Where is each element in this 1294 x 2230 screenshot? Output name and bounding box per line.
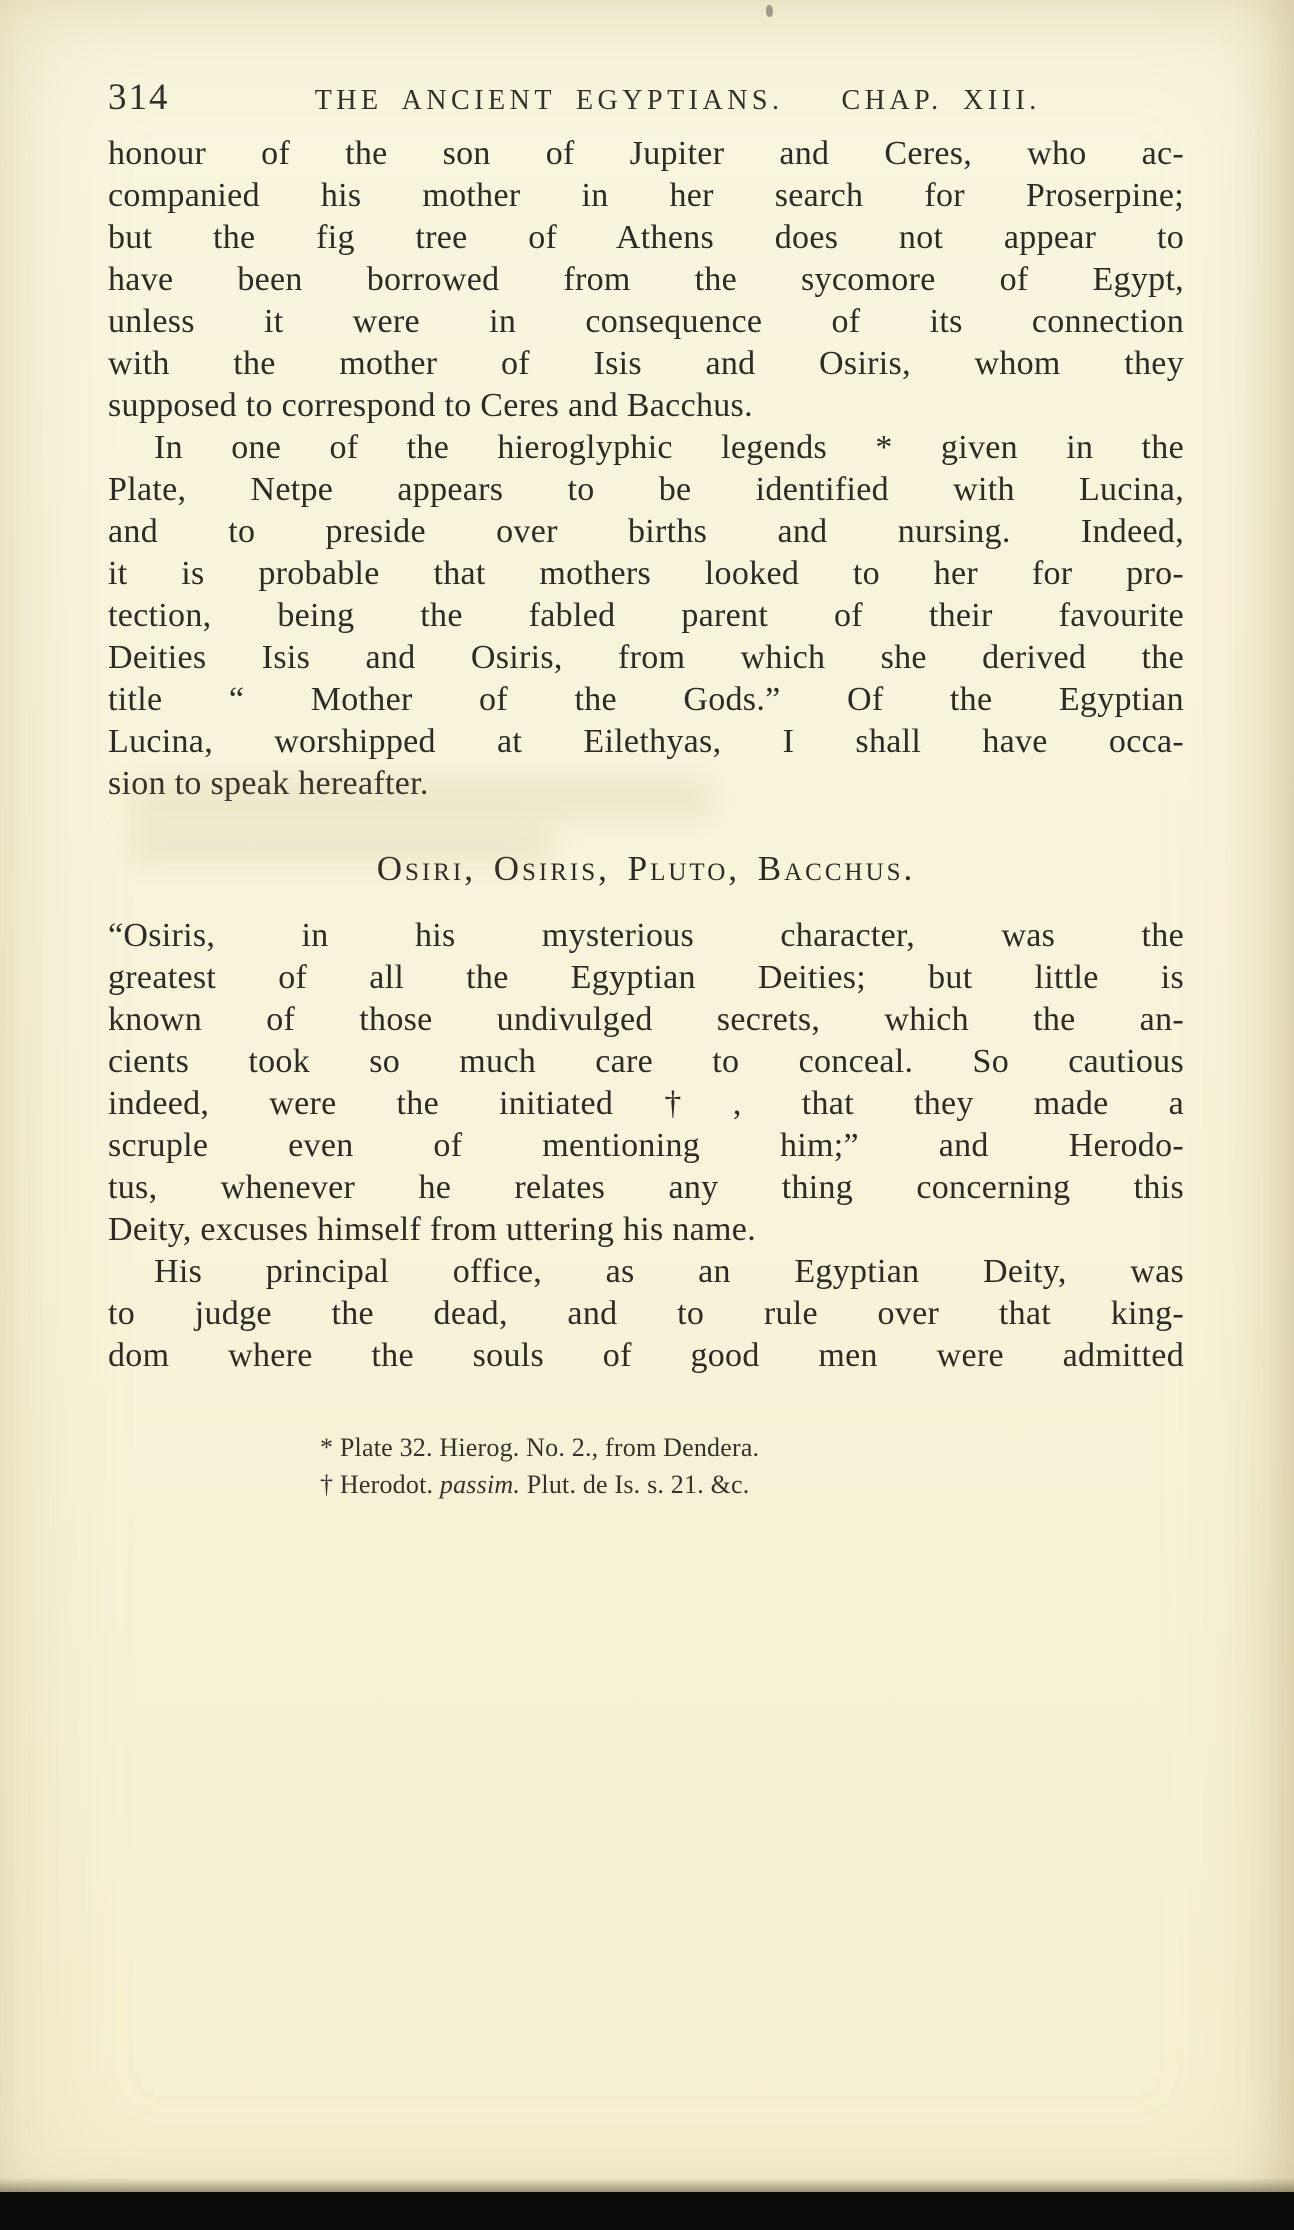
section-heading: Osiri, Osiris, Pluto, Bacchus. — [376, 849, 916, 888]
text-line: Deities Isis and Osiris, from which she derived the — [108, 639, 1184, 676]
page-header — [108, 76, 1186, 119]
footnotes — [108, 1429, 1184, 1503]
footnote-1 — [320, 1429, 1184, 1466]
text-line: supposed to correspond to Ceres and Bacchus. — [108, 387, 753, 424]
text-line: scruple even of mentioning him;” and Herodo- — [108, 1127, 1184, 1164]
chapter-label: CHAP. XIII. — [841, 85, 1041, 116]
scan-edge-bar — [0, 2192, 1294, 2230]
text-line: In one of the hieroglyphic legends * given in the — [154, 429, 1184, 466]
text-line: cients took so much care to conceal. So cautious — [108, 1043, 1184, 1080]
footnote-text: Plut. de Is. s. 21. &c. — [520, 1470, 750, 1499]
text-line: greatest of all the Egyptian Deities; but little is — [108, 959, 1184, 996]
text-line: tection, being the fabled parent of their favourite — [108, 597, 1184, 634]
text-line: Lucina, worshipped at Eilethyas, I shall have occa- — [108, 723, 1184, 760]
footnote-text: † Herodot. — [320, 1470, 440, 1499]
text-line: have been borrowed from the sycomore of Egypt, — [108, 261, 1184, 298]
page-number: 314 — [108, 77, 170, 118]
text-line: it is probable that mothers looked to her for pro- — [108, 555, 1184, 592]
text-line: but the fig tree of Athens does not appear to — [108, 219, 1184, 256]
footnote-italic-text: passim. — [439, 1470, 521, 1499]
text-line: tus, whenever he relates any thing concerning this — [108, 1169, 1184, 1206]
scan-speck — [766, 5, 773, 17]
running-head-center — [170, 85, 1187, 117]
text-line: companied his mother in her search for Proserpine; — [108, 177, 1184, 214]
scan-edge-shadow — [0, 2178, 1294, 2192]
text-line: known of those undivulged secrets, which the an- — [108, 1001, 1184, 1038]
text-line: dom where the souls of good men were admitted — [108, 1337, 1184, 1374]
text-line: His principal office, as an Egyptian Deity, was — [154, 1253, 1184, 1290]
text-line: and to preside over births and nursing. Indeed, — [108, 513, 1184, 550]
footnote-text: * Plate 32. Hierog. No. 2., from Dendera. — [320, 1433, 760, 1462]
text-line: Plate, Netpe appears to be identified with Lucina, — [108, 471, 1184, 508]
text-line: unless it were in consequence of its connection — [108, 303, 1184, 340]
page-body — [108, 133, 1184, 1503]
text-line: to judge the dead, and to rule over that king- — [108, 1295, 1184, 1332]
text-line: honour of the son of Jupiter and Ceres, who ac- — [108, 135, 1184, 172]
text-line: sion to speak hereafter. — [108, 765, 429, 802]
text-line: Deity, excuses himself from uttering his name. — [108, 1211, 756, 1248]
paragraph-4 — [108, 1251, 1184, 1377]
text-line: “Osiris, in his mysterious character, was the — [108, 917, 1184, 954]
text-line: with the mother of Isis and Osiris, whom they — [108, 345, 1184, 382]
footnote-2 — [320, 1466, 1184, 1503]
paragraph-3 — [108, 915, 1184, 1251]
text-line: indeed, were the initiated†, that they made a — [108, 1085, 1184, 1122]
paragraph-2 — [108, 427, 1184, 805]
text-line: title “ Mother of the Gods.” Of the Egyptian — [108, 681, 1184, 718]
paragraph-1 — [108, 133, 1184, 427]
running-title: THE ANCIENT EGYPTIANS. — [314, 85, 784, 116]
